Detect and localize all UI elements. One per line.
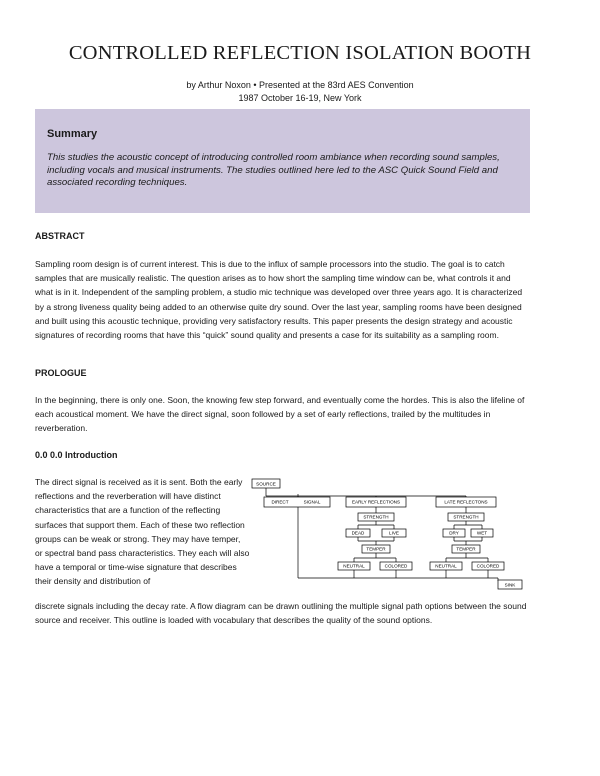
diagram-label-wet: WET — [476, 530, 488, 536]
diagram-strength-late-box — [448, 513, 484, 521]
diagram-label-early: EARLY REFLECTIONS — [351, 499, 401, 505]
diagram-label-strength-late: STRENGTH — [453, 514, 479, 520]
diagram-sink-box — [498, 580, 522, 589]
abstract-heading: ABSTRACT — [35, 231, 85, 241]
introduction-heading: 0.0 0.0 Introduction — [35, 450, 118, 460]
diagram-neutral-early-box — [338, 562, 370, 570]
diagram-label-sink: SINK — [504, 582, 516, 588]
diagram-label-colored-early: COLORED — [384, 563, 408, 569]
diagram-label-dead: DEAD — [351, 530, 365, 536]
diagram-label-live: LIVE — [389, 530, 399, 536]
diagram-colored-late-box — [472, 562, 504, 570]
diagram-label-strength-early: STRENGTH — [363, 514, 389, 520]
byline — [0, 79, 600, 105]
diagram-label-temper-late: TEMPER — [456, 546, 476, 552]
diagram-live-box — [382, 529, 406, 537]
diagram-label-colored-late: COLORED — [476, 563, 500, 569]
diagram-temper-late-box — [452, 545, 480, 553]
introduction-text-full: discrete signals including the decay rate. A flow diagram can be drawn outlining the multiple signal path options between the sound source and receiver. This outline is loaded with vocabulary that describes the quality of the sound options. — [35, 601, 527, 626]
introduction-text-column: The direct signal is received as it is sent. Both the early reflections and the reverberation will have distinct characteristics that are a function of the reflecting surfaces that support them. Each of these two reflection groups can be weak or strong. They may have temper, or spectral band pass characteristics. They each will also have a temporal or time-wise signature that describes their density and distribution of — [35, 477, 250, 587]
byline-date-line: 1987 October 16-19, New York — [238, 93, 362, 103]
diagram-dry-box — [443, 529, 465, 537]
diagram-wet-box — [471, 529, 493, 537]
paper-title: CONTROLLED REFLECTION ISOLATION BOOTH — [68, 42, 532, 64]
diagram-label-late: LATE REFLECTONS — [444, 499, 488, 505]
diagram-temper-early-box — [362, 545, 390, 553]
summary-text: This studies the acoustic concept of introducing controlled room ambiance when recording sound samples, including vocals and musical instruments. The studies outlined here led to the ASC Quick Sound Field and associated recording techniques. — [47, 152, 500, 189]
summary-heading: Summary — [47, 128, 98, 140]
diagram-strength-early-box — [358, 513, 394, 521]
diagram-label-source: SOURCE — [256, 481, 276, 487]
diagram-early-reflections-box — [346, 497, 406, 507]
abstract-text: Sampling room design is of current interest. This is due to the influx of sample processors into the studio. The goal is to catch samples that are musically realistic. The question arises as to how short the sampling time window can be, what controls it and what is in it. Independent of the sampling problem, a studio mic technique was developed over three years ago. It is characterized by a strong liveness quality being added to an otherwise quite dry sound. Over the last year, sampling rooms have been designed and built using this acoustic technique, providing very satisfactory results. This paper presents the design strategy and acoustic signatures of recording rooms that have this “quick” sound quality and presents a case for its suitability as a sampling room. — [35, 259, 523, 341]
diagram-colored-early-box — [380, 562, 412, 570]
diagram-direct-signal-box — [264, 497, 330, 507]
diagram-label-neutral-early: NEUTRAL — [343, 563, 365, 569]
diagram-neutral-late-box — [430, 562, 462, 570]
diagram-source-box — [252, 479, 280, 488]
byline-author-line: by Arthur Noxon • Presented at the 83rd AES Convention — [186, 80, 414, 90]
diagram-late-reflections-box — [436, 497, 496, 507]
prologue-heading: PROLOGUE — [35, 368, 87, 378]
diagram-label-temper-early: TEMPER — [366, 546, 386, 552]
signal-flow-diagram — [250, 477, 530, 592]
diagram-label-dry: DRY — [449, 530, 459, 536]
diagram-label-neutral-late: NEUTRAL — [435, 563, 457, 569]
diagram-label-direct: DIRECT — [271, 499, 289, 505]
prologue-text: In the beginning, there is only one. Soon, the knowing few step forward, and eventually come the hordes. This is also the lifeline of each acoustical moment. We have the direct signal, soon followed by a set of early reflections, trailed by the multitudes in reverberation. — [35, 395, 525, 434]
diagram-dead-box — [346, 529, 370, 537]
diagram-label-signal: SIGNAL — [303, 499, 321, 505]
summary-box — [35, 109, 530, 213]
